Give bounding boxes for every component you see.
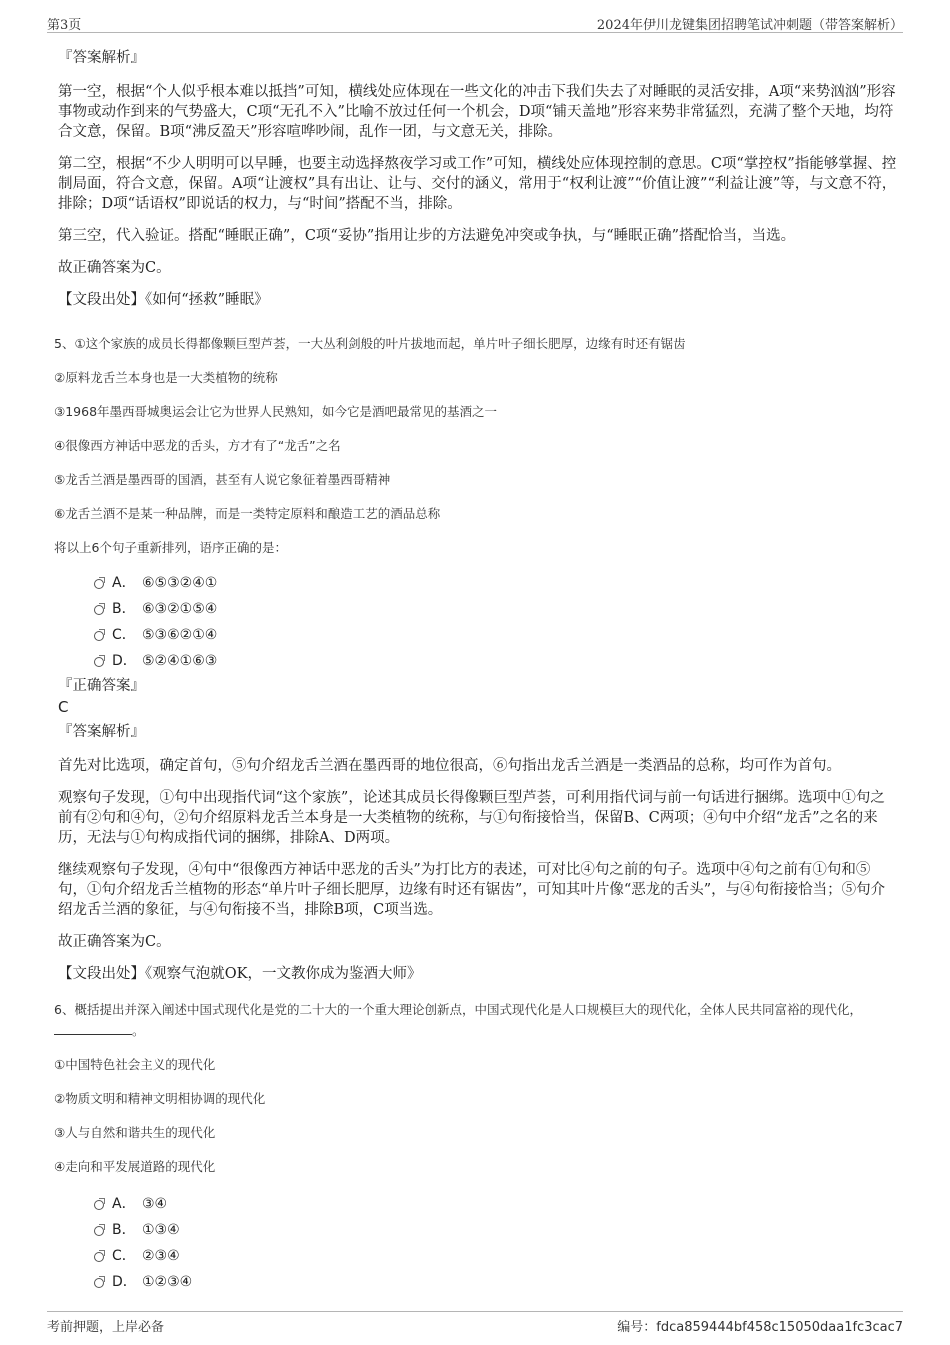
page-content: [54, 48, 898, 1295]
radio-icon[interactable]: [94, 1278, 104, 1288]
page-header: [47, 12, 903, 33]
radio-icon[interactable]: [94, 605, 104, 615]
radio-icon[interactable]: [94, 631, 104, 641]
option-letter: B．: [112, 601, 136, 617]
option-text: ③④: [142, 1196, 168, 1212]
option-c[interactable]: [54, 1243, 898, 1269]
radio-icon[interactable]: [94, 657, 104, 667]
conclusion: 故正确答案为C。: [58, 934, 171, 950]
q4-analysis: [58, 48, 898, 310]
sentence: ⑥龙舌兰酒不是某一种品牌，而是一类特定原料和酿造工艺的酒品总称: [54, 506, 441, 521]
q5-answer: [58, 676, 898, 984]
question-5: [54, 334, 898, 674]
option-a[interactable]: [54, 1191, 898, 1217]
option-text: ⑤②④①⑥③: [142, 653, 218, 669]
option-letter: A．: [112, 1196, 136, 1212]
analysis-paragraph: 第二空，根据“不少人明明可以早睡，也要主动选择熬夜学习或工作”可知，横线处应体现控制的意思。C项“掌控权”指能够掌握、控制局面，符合文意，保留。A项“让渡权”具有出让、让与、交付的涵义，常用于“权利让渡”“价值让渡”“利益让渡”等，与文意不符，排除；D项“话语权”即说话的权力，与“时间”搭配不当，排除。: [58, 156, 897, 212]
statement: ②物质文明和精神文明相协调的现代化: [54, 1091, 266, 1106]
option-text: ⑥⑤③②④①: [142, 575, 218, 591]
option-letter: B．: [112, 1222, 136, 1238]
analysis-paragraph: 第三空，代入验证。搭配“睡眠正确”，C项“妥协”指用让步的方法避免冲突或争执，与“睡眠正确”搭配恰当，当选。: [58, 228, 796, 244]
sentence: ③1968年墨西哥城奥运会让它为世界人民熟知，如今它是酒吧最常见的基酒之一: [54, 404, 498, 419]
sentence: ④很像西方神话中恶龙的舌头，方才有了“龙舌”之名: [54, 438, 341, 453]
analysis-paragraph: 第一空，根据“个人似乎根本难以抵挡”可知，横线处应体现在一些文化的冲击下我们失去了对睡眠的灵活安排，A项“来势汹汹”形容事物或动作到来的气势盛大，C项“无孔不入”比喻不放过任何一个机会，D项“铺天盖地”形容来势非常猛烈，充满了整个天地，均符合文意，保留。B项“沸反盈天”形容喧哗吵闹，乱作一团，与文意无关，排除。: [58, 84, 896, 140]
answer-blank: [54, 1020, 132, 1035]
option-letter: D．: [112, 653, 137, 669]
statement: ①中国特色社会主义的现代化: [54, 1057, 216, 1072]
stem-text: 6、概括提出并深入阐述中国式现代化是党的二十大的一个重大理论创新点，中国式现代化是人口规模巨大的现代化，全体人民共同富裕的现代化，: [54, 1002, 862, 1017]
conclusion: 故正确答案为C。: [58, 260, 171, 276]
sentence: ②原料龙舌兰本身也是一大类植物的统称: [54, 370, 278, 385]
footer-slogan: 考前押题，上岸必备: [47, 1320, 165, 1335]
question-stem: [54, 1000, 898, 1041]
question-prompt: 将以上6个句子重新排列，语序正确的是：: [54, 540, 287, 555]
statement: ④走向和平发展道路的现代化: [54, 1159, 216, 1174]
question-6: [54, 1000, 898, 1295]
question-stem: 5、①这个家族的成员长得都像颗巨型芦荟，一大丛利剑般的叶片拔地而起，单片叶子细长肥厚，边缘有时还有锯齿: [54, 336, 686, 351]
option-text: ①②③④: [142, 1274, 193, 1290]
stem-end: 。: [132, 1023, 145, 1038]
options-list: [54, 1191, 898, 1295]
radio-icon[interactable]: [94, 1226, 104, 1236]
statement: ③人与自然和谐共生的现代化: [54, 1125, 216, 1140]
option-b[interactable]: [54, 596, 898, 622]
analysis-paragraph: 观察句子发现，①句中出现指代词“这个家族”，论述其成员长得像颗巨型芦荟，可利用指代词与前一句话进行捆绑。选项中①句之前有②句和④句，②句介绍原料龙舌兰本身是一大类植物的统称，与①句衔接恰当，保留B、C两项；④句中介绍“龙舌”之名的来历，无法与①句构成指代词的捆绑，排除A、D两项。: [58, 790, 885, 846]
correct-answer-value: C: [58, 698, 69, 716]
radio-icon[interactable]: [94, 1252, 104, 1262]
analysis-paragraph: 首先对比选项，确定首句，⑤句介绍龙舌兰酒在墨西哥的地位很高，⑥句指出龙舌兰酒是一类酒品的总称，均可作为首句。: [58, 758, 841, 774]
options-list: [54, 570, 898, 674]
correct-answer-label: 『正确答案』: [58, 678, 145, 694]
option-text: ⑥③②①⑤④: [142, 601, 218, 617]
id-code: fdca859444bf458c15050daa1fc3cac7: [656, 1320, 903, 1335]
option-text: ②③④: [142, 1248, 180, 1264]
option-letter: D．: [112, 1274, 137, 1290]
option-d[interactable]: [54, 1269, 898, 1295]
option-letter: A．: [112, 575, 136, 591]
option-d[interactable]: [54, 648, 898, 674]
option-a[interactable]: [54, 570, 898, 596]
radio-icon[interactable]: [94, 579, 104, 589]
source: 【文段出处】《观察气泡就OK，一文教你成为鉴酒大师》: [58, 966, 422, 982]
analysis-label: 『答案解析』: [58, 724, 145, 740]
page-number: 第3页: [47, 18, 82, 33]
radio-icon[interactable]: [94, 1200, 104, 1210]
option-letter: C．: [112, 1248, 136, 1264]
analysis-label: 『答案解析』: [58, 50, 145, 66]
option-text: ⑤③⑥②①④: [142, 627, 218, 643]
option-text: ①③④: [142, 1222, 180, 1238]
sentence: ⑤龙舌兰酒是墨西哥的国酒，甚至有人说它象征着墨西哥精神: [54, 472, 391, 487]
option-c[interactable]: [54, 622, 898, 648]
analysis-paragraph: 继续观察句子发现，④句中“很像西方神话中恶龙的舌头”为打比方的表述，可对比④句之前的句子。选项中④句之前有①句和⑤句，①句介绍龙舌兰植物的形态“单片叶子细长肥厚，边缘有时还有锯齿”，可知其叶片像“恶龙的舌头”，与④句衔接恰当；⑤句介绍龙舌兰酒的象征，与④句衔接不当，排除B项，C项当选。: [58, 862, 886, 918]
page-footer: [47, 1311, 903, 1336]
option-letter: C．: [112, 627, 136, 643]
source: 【文段出处】《如何“拯救”睡眠》: [58, 292, 269, 308]
document-id: [617, 1316, 903, 1335]
document-title: 2024年伊川龙键集团招聘笔试冲刺题（带答案解析）: [596, 18, 903, 33]
option-b[interactable]: [54, 1217, 898, 1243]
id-label: 编号：: [617, 1320, 657, 1335]
